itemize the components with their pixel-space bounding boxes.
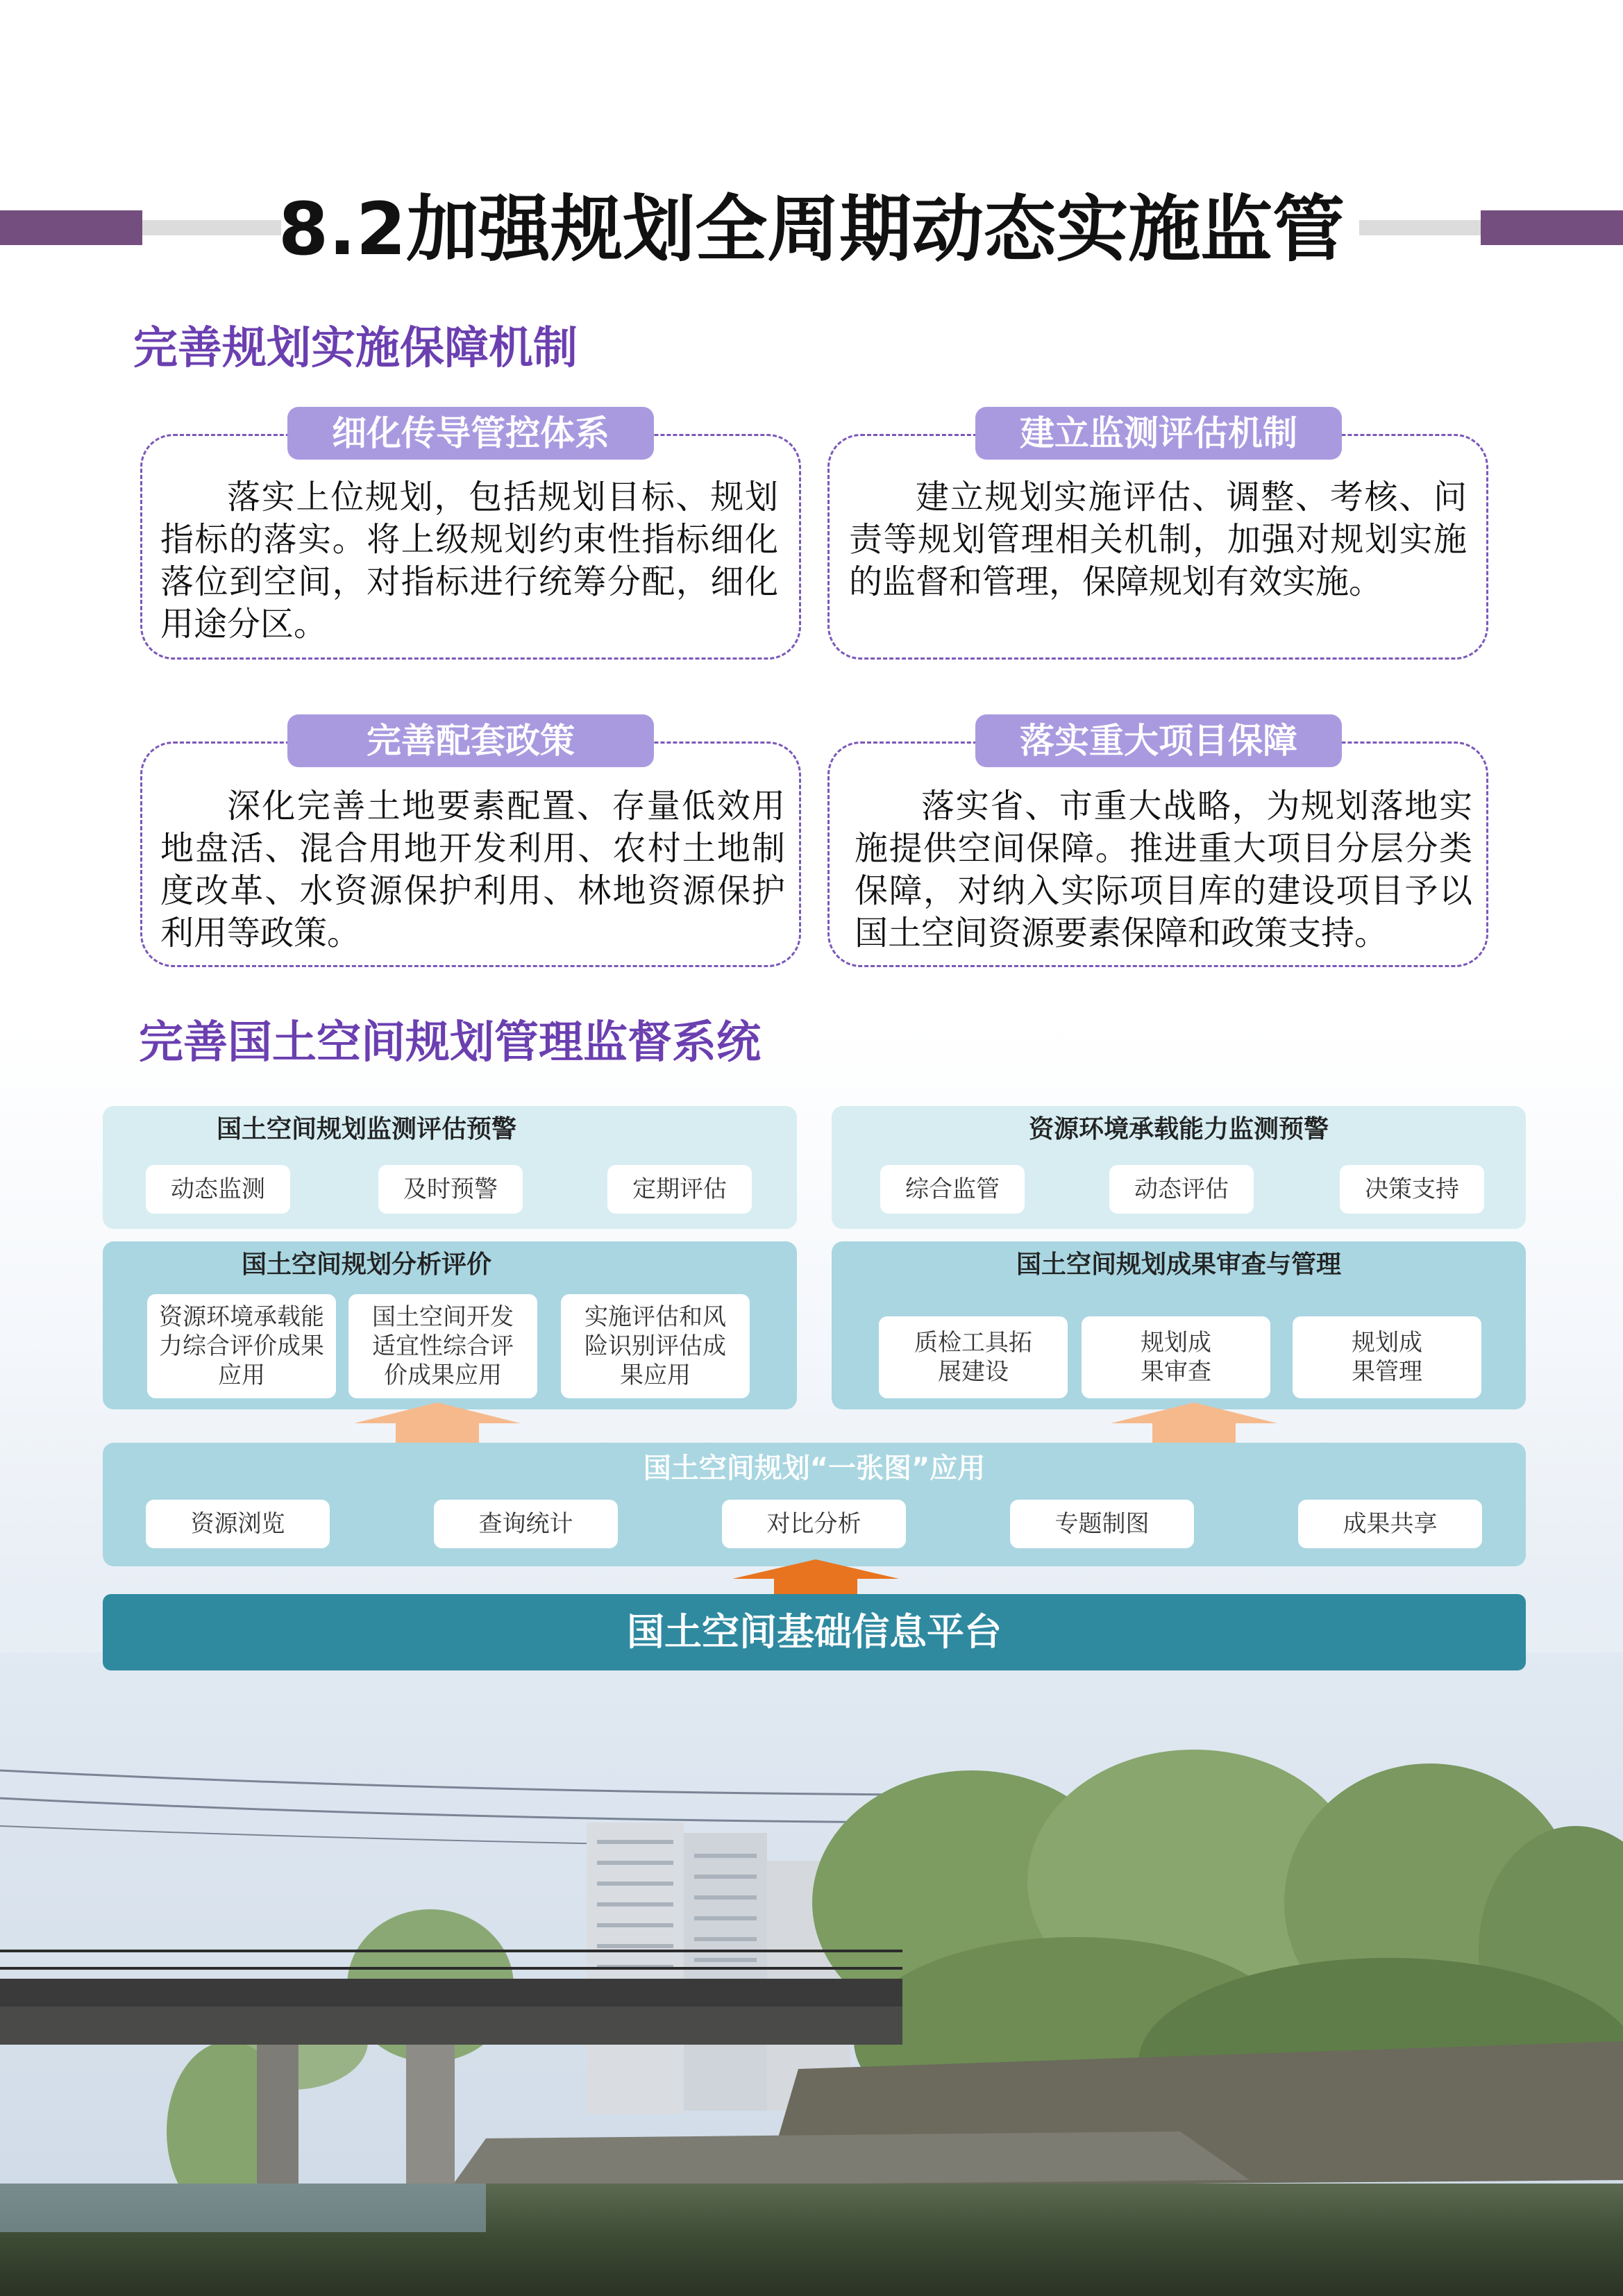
page-title: 8.2加强规划全周期动态实施监管	[278, 187, 1345, 271]
panel-title: 国土空间规划监测评估预警	[216, 1115, 516, 1143]
pill-integrated-supervision: 综合监管	[880, 1165, 1025, 1214]
panel-title: 国土空间规划成果审查与管理	[1016, 1250, 1341, 1279]
panel-review-management	[832, 1241, 1526, 1409]
platform-banner: 国土空间基础信息平台	[103, 1594, 1526, 1670]
pill-resource-browsing: 资源浏览	[146, 1500, 330, 1548]
card-tag: 完善配套政策	[287, 714, 654, 767]
card-text: 建立规划实施评估、调整、考核、问责等规划管理相关机制，加强对规划实施的监督和管理，保障规划有效实施。	[849, 478, 1467, 601]
panel-carrying-capacity	[832, 1106, 1526, 1229]
card-text: 落实上位规划，包括规划目标、规划指标的落实。将上级规划约束性指标细化落位到空间，对指标进行统筹分配，细化用途分区。	[160, 478, 778, 644]
section2-title: 完善国土空间规划管理监督系统	[139, 1017, 761, 1069]
pill-result-management: 规划成果管理	[1293, 1316, 1481, 1398]
pill-dynamic-monitoring: 动态监测	[146, 1165, 290, 1214]
card-tag: 落实重大项目保障	[975, 714, 1342, 767]
pill-query-statistics: 查询统计	[434, 1500, 618, 1548]
card-tag: 建立监测评估机制	[975, 407, 1342, 460]
panel-analysis-evaluation	[103, 1241, 797, 1409]
pill-risk-evaluation: 实施评估和风险识别评估成果应用	[561, 1294, 750, 1398]
pill-dynamic-evaluation: 动态评估	[1109, 1165, 1254, 1214]
card-supporting-policy	[140, 741, 801, 967]
section1-title: 完善规划实施保障机制	[133, 323, 578, 374]
pill-result-review: 规划成果审查	[1082, 1316, 1270, 1398]
pill-timely-warning: 及时预警	[378, 1165, 523, 1214]
pill-qc-tool-extension: 质检工具拓展建设	[879, 1316, 1068, 1398]
pill-suitability-evaluation: 国土空间开发适宜性综合评价成果应用	[348, 1294, 537, 1398]
card-text: 深化完善土地要素配置、存量低效用地盘活、混合用地开发利用、农村土地制度改革、水资源保护利用、林地资源保护利用等政策。	[160, 787, 785, 953]
pill-periodic-evaluation: 定期评估	[607, 1165, 752, 1214]
card-monitoring-mechanism	[827, 434, 1488, 660]
panel-monitoring-warning	[103, 1106, 797, 1229]
card-refine-control	[140, 434, 801, 660]
card-text: 落实省、市重大战略，为规划落地实施提供空间保障。推进重大项目分层分类保障，对纳入实际项目库的建设项目予以国土空间资源要素保障和政策支持。	[855, 787, 1472, 953]
pill-decision-support: 决策支持	[1340, 1165, 1484, 1214]
panel-one-map-application	[103, 1443, 1526, 1566]
pill-result-sharing: 成果共享	[1298, 1500, 1482, 1548]
pill-thematic-mapping: 专题制图	[1010, 1500, 1194, 1548]
panel-title: 资源环境承载能力监测预警	[1028, 1115, 1329, 1143]
panel-title: 国土空间规划“一张图”应用	[643, 1452, 986, 1484]
river-bridge-photo	[0, 1652, 1623, 2296]
card-tag: 细化传导管控体系	[287, 407, 654, 460]
card-major-projects	[827, 741, 1488, 967]
pill-capacity-evaluation: 资源环境承载能力综合评价成果应用	[147, 1294, 336, 1398]
panel-title: 国土空间规划分析评价	[241, 1250, 491, 1279]
pill-comparative-analysis: 对比分析	[722, 1500, 906, 1548]
